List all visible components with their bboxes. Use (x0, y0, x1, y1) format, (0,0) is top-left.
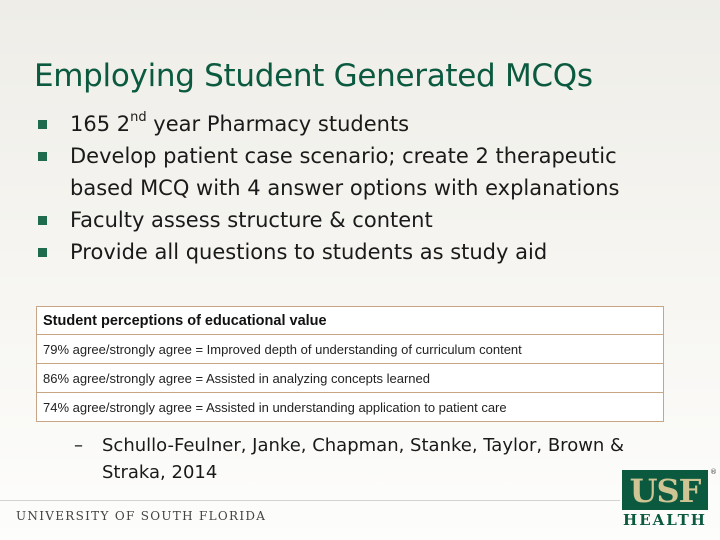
table-header-cell: Student perceptions of educational value (37, 307, 664, 335)
bullet-item (36, 204, 686, 236)
footer-divider (0, 500, 620, 501)
table-row (37, 335, 664, 364)
square-bullet-icon (38, 120, 47, 129)
logo-health-text: HEALTH (623, 511, 707, 529)
table-row (37, 393, 664, 422)
slide-title: Employing Student Generated MCQs (34, 58, 593, 94)
bullet-text: Develop patient case scenario; create 2 therapeutic based MCQ with 4 answer options with explanations (70, 144, 620, 200)
square-bullet-icon (38, 248, 47, 257)
bullet-text: 165 2 (70, 112, 131, 136)
logo-usf-text: USF (622, 470, 708, 510)
square-bullet-icon (38, 216, 47, 225)
usf-health-logo (622, 468, 717, 530)
bullet-text: Faculty assess structure & content (70, 208, 433, 232)
table-row (37, 364, 664, 393)
bullet-item (36, 108, 686, 140)
registered-mark: ® (710, 468, 717, 476)
university-wordmark: UNIVERSITY OF SOUTH FLORIDA (16, 509, 267, 523)
perceptions-table (36, 306, 664, 422)
ordinal-suffix: nd (130, 110, 147, 125)
table-cell: 79% agree/strongly agree = Improved depth of understanding of curriculum content (37, 335, 664, 364)
square-bullet-icon (38, 152, 47, 161)
citation-dash: – (74, 435, 83, 456)
bullet-text: Provide all questions to students as study aid (70, 240, 548, 264)
table-cell: 86% agree/strongly agree = Assisted in analyzing concepts learned (37, 364, 664, 393)
bullet-text: year Pharmacy students (146, 112, 410, 136)
table-header-row (37, 307, 664, 335)
citation-text: Schullo-Feulner, Janke, Chapman, Stanke, Taylor, Brown & Straka, 2014 (102, 435, 625, 483)
bullet-item (36, 140, 686, 204)
table-cell: 74% agree/strongly agree = Assisted in understanding application to patient care (37, 393, 664, 422)
bullet-list (36, 108, 686, 268)
bullet-item (36, 236, 686, 268)
